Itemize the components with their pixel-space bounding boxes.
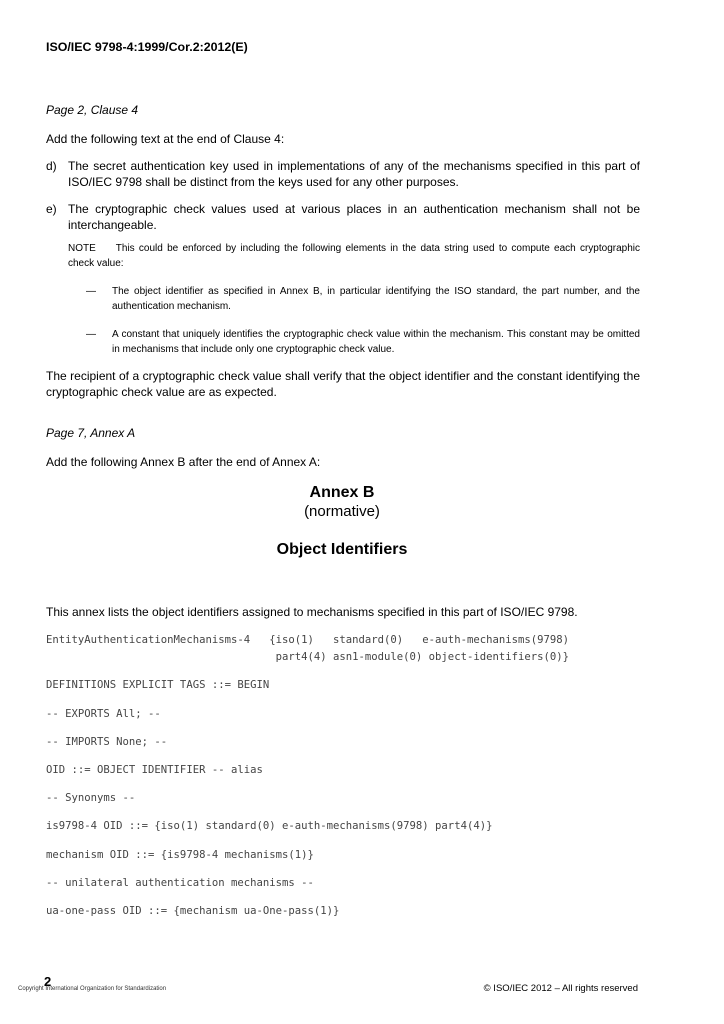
code-line: -- unilateral authentication mechanisms -- xyxy=(46,877,314,889)
dash-item-1 xyxy=(86,284,640,314)
section-location-annexa: Page 7, Annex A xyxy=(46,426,136,440)
note-block xyxy=(68,241,640,271)
section-intro-clause4: Add the following text at the end of Clause 4: xyxy=(46,132,285,146)
code-line: -- EXPORTS All; -- xyxy=(46,708,161,720)
dash-text: The object identifier as specified in Annex B, in particular identifying the ISO standard, the part number, and the authentication mechanism. xyxy=(112,286,640,312)
note-text: This could be enforced by including the following elements in the data string used to compute each cryptographic check value: xyxy=(68,243,640,269)
code-line: mechanism OID ::= {is9798-4 mechanisms(1)} xyxy=(46,849,314,861)
section-intro-annexa: Add the following Annex B after the end of Annex A: xyxy=(46,455,321,469)
code-line: ua-one-pass OID ::= {mechanism ua-One-pass(1)} xyxy=(46,905,340,917)
copyright-notice: © ISO/IEC 2012 – All rights reserved xyxy=(483,983,638,994)
list-item-label: e) xyxy=(46,202,57,216)
code-line: -- IMPORTS None; -- xyxy=(46,736,168,748)
list-item-e xyxy=(46,201,640,233)
code-line: EntityAuthenticationMechanisms-4 {iso(1) standard(0) e-auth-mechanisms(9798) part4(4) asn1-module(0) object-identifiers(0)} xyxy=(46,634,569,663)
list-item-text: The secret authentication key used in implementations of any of the mechanisms specified in this part of ISO/IEC 9798 shall be distinct from the keys used for any other purposes. xyxy=(68,159,640,189)
annex-subtitle: (normative) xyxy=(304,503,380,520)
code-line: DEFINITIONS EXPLICIT TAGS ::= BEGIN xyxy=(46,679,270,691)
code-line: OID ::= OBJECT IDENTIFIER -- alias xyxy=(46,764,263,776)
code-line: is9798-4 OID ::= {iso(1) standard(0) e-auth-mechanisms(9798) part4(4)} xyxy=(46,820,493,832)
section-location-clause4: Page 2, Clause 4 xyxy=(46,103,139,117)
list-item-label: d) xyxy=(46,159,57,173)
note-label: NOTE xyxy=(68,243,96,254)
annex-title: Annex B xyxy=(309,484,375,501)
annex-intro: This annex lists the object identifiers assigned to mechanisms specified in this part of ISO/IEC 9798. xyxy=(46,605,578,619)
dash-text: A constant that uniquely identifies the cryptographic check value within the mechanism. This constant may be omitted in mechanisms that include only one cryptographic check value. xyxy=(112,329,640,355)
page-number: 2 xyxy=(44,974,52,989)
list-item-text: The cryptographic check values used at various places in an authentication mechanism shall not be interchangeable. xyxy=(68,202,640,232)
list-item-d xyxy=(46,158,640,190)
code-line: -- Synonyms -- xyxy=(46,792,136,804)
copyright-org: Copyright International Organization for Standardization xyxy=(18,986,167,992)
document-header: ISO/IEC 9798-4:1999/Cor.2:2012(E) xyxy=(46,40,248,54)
dash-mark: — xyxy=(86,286,96,297)
dash-mark: — xyxy=(86,329,96,340)
closing-paragraph: The recipient of a cryptographic check value shall verify that the object identifier and the constant identifying the cryptographic check value are as expected. xyxy=(46,369,640,399)
dash-item-2 xyxy=(86,327,640,357)
annex-heading: Object Identifiers xyxy=(276,541,408,558)
